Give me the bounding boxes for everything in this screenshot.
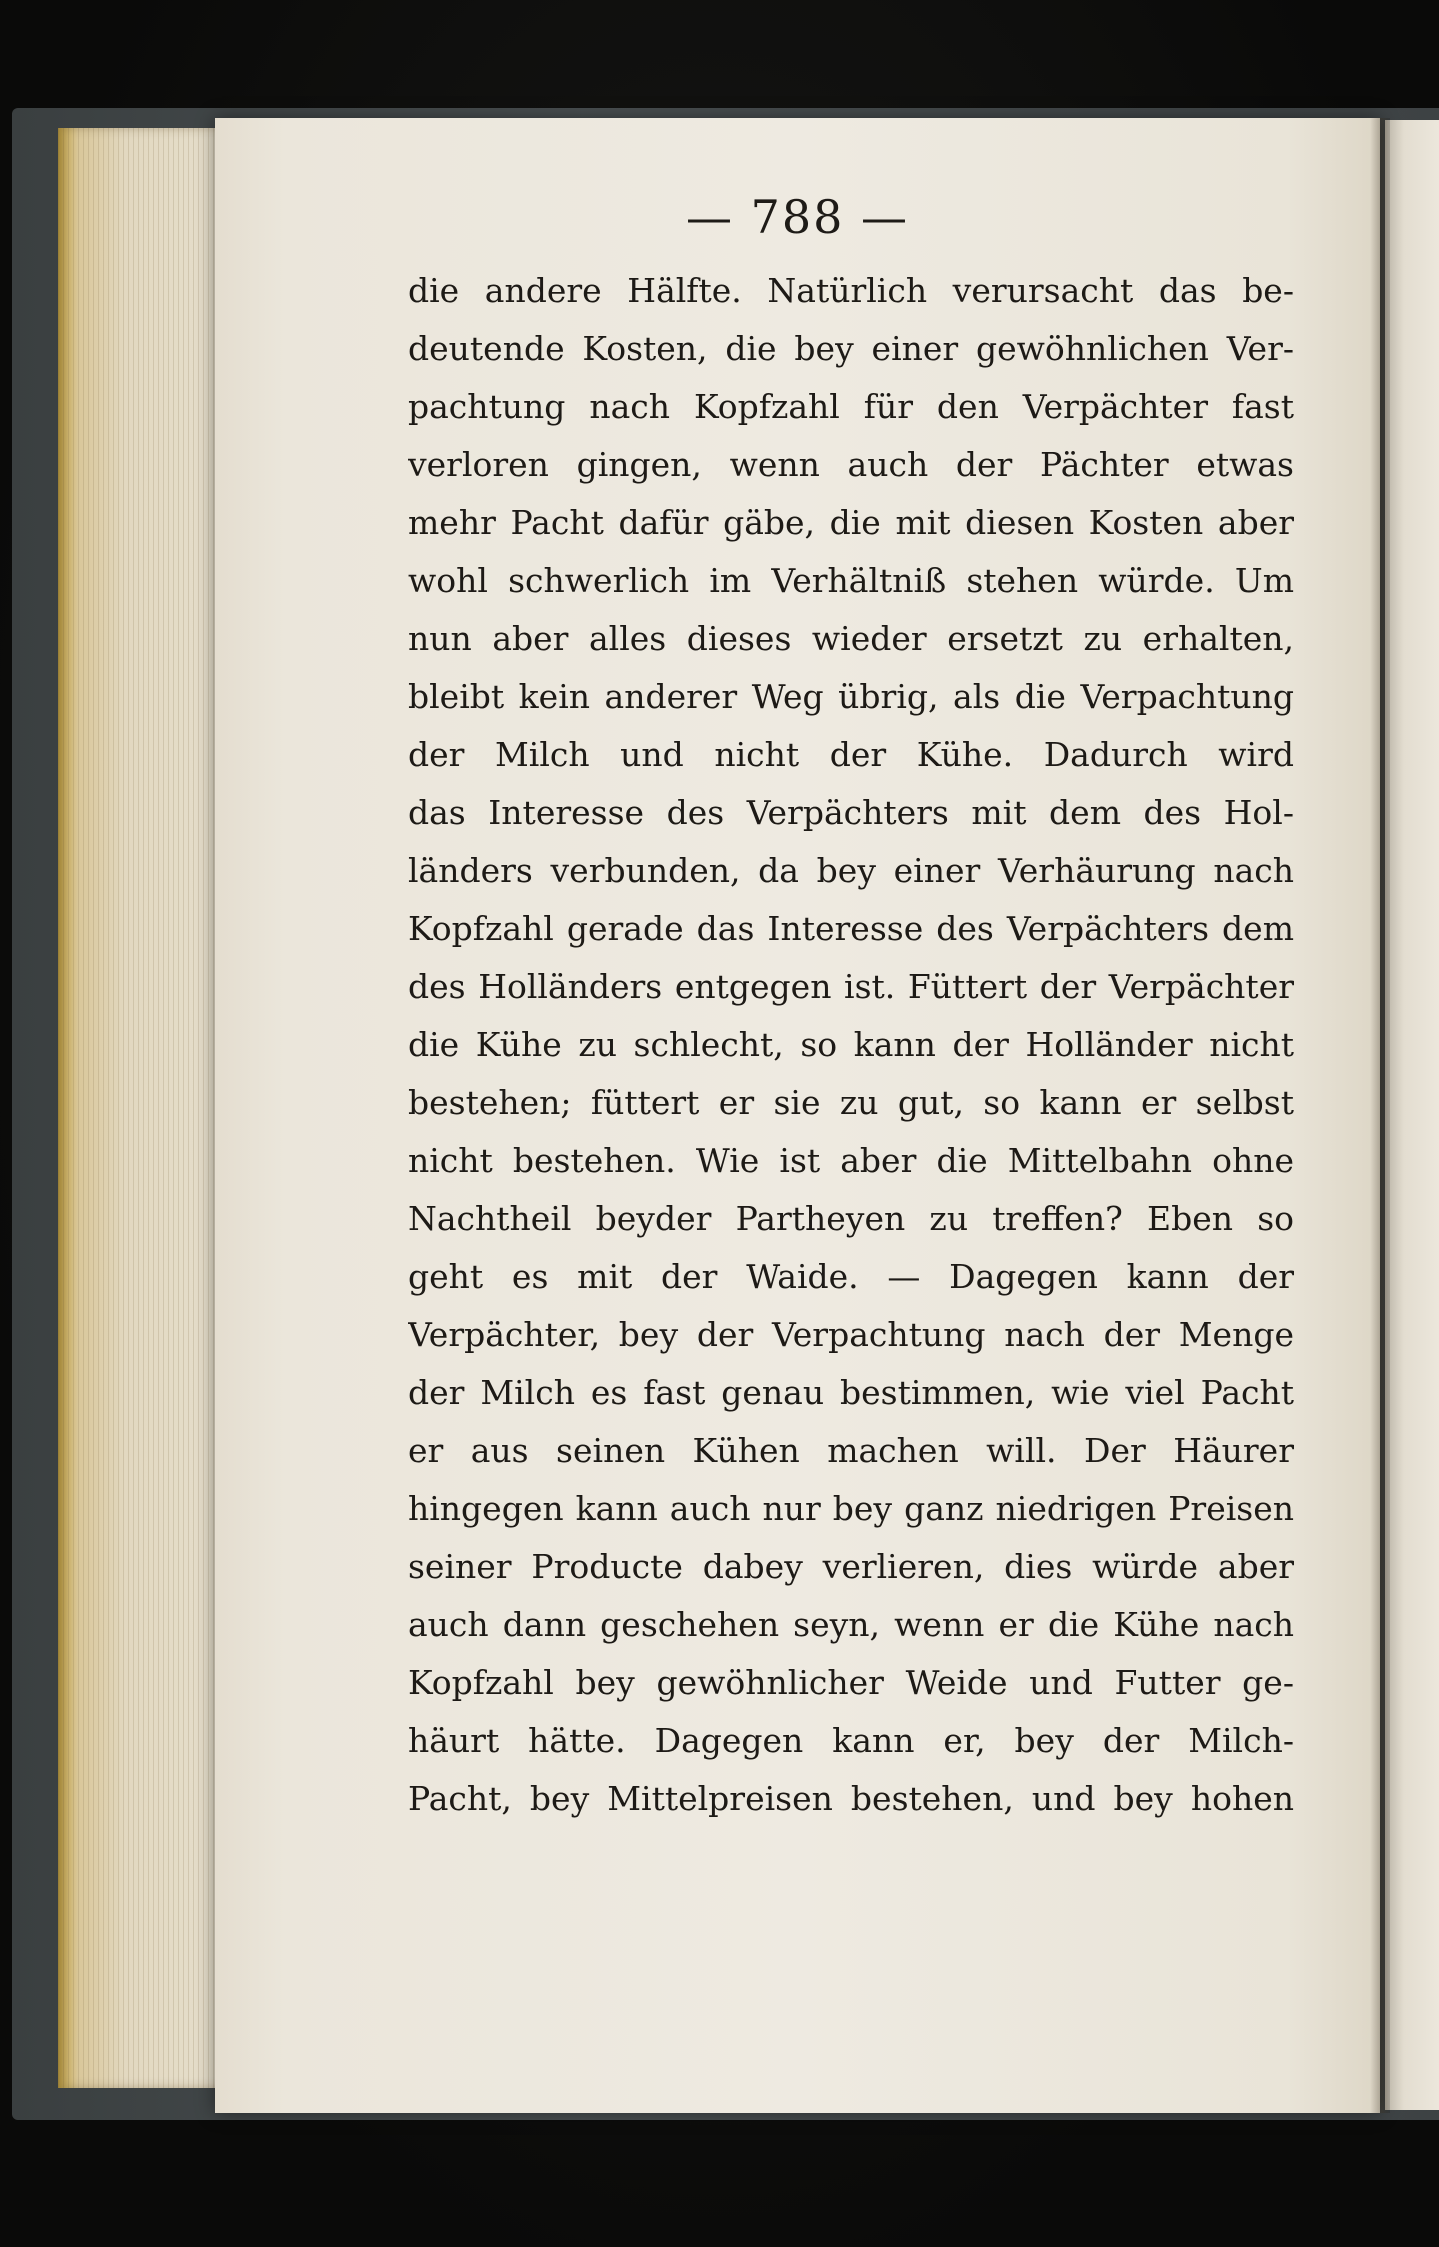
text-line: nun aber alles dieses wieder ersetzt zu erhalten,	[408, 619, 1294, 658]
facing-page-edge	[1385, 120, 1439, 2110]
page-block-edge	[58, 128, 228, 2088]
text-line: er aus seinen Kühen machen will. Der Häurer	[408, 1431, 1294, 1470]
page-number: — 788 —	[685, 190, 910, 244]
text-line: der Milch und nicht der Kühe. Dadurch wird	[408, 735, 1294, 774]
text-line: das Interesse des Verpächters mit dem des Hol-	[408, 793, 1294, 832]
text-line: nicht bestehen. Wie ist aber die Mittelbahn ohne	[408, 1141, 1294, 1180]
text-line: bleibt kein anderer Weg übrig, als die Verpachtung	[408, 677, 1294, 716]
body-text	[408, 262, 1294, 1828]
text-line: pachtung nach Kopfzahl für den Verpächter fast	[408, 387, 1294, 426]
text-line: die andere Hälfte. Natürlich verursacht das be-	[408, 271, 1294, 310]
text-line: häurt hätte. Dagegen kann er, bey der Milch-	[408, 1721, 1294, 1760]
text-line: Verpächter, bey der Verpachtung nach der Menge	[408, 1315, 1294, 1354]
text-line: der Milch es fast genau bestimmen, wie viel Pacht	[408, 1373, 1294, 1412]
text-line: Nachtheil beyder Partheyen zu treffen? Eben so	[408, 1199, 1294, 1238]
text-line: deutende Kosten, die bey einer gewöhnlichen Ver-	[408, 329, 1294, 368]
text-line: wohl schwerlich im Verhältniß stehen würde. Um	[408, 561, 1294, 600]
text-line: hingegen kann auch nur bey ganz niedrigen Preisen	[408, 1489, 1294, 1528]
text-line: geht es mit der Waide. — Dagegen kann der	[408, 1257, 1294, 1296]
text-line: bestehen; füttert er sie zu gut, so kann er selbst	[408, 1083, 1294, 1122]
text-line: mehr Pacht dafür gäbe, die mit diesen Kosten aber	[408, 503, 1294, 542]
text-line: seiner Producte dabey verlieren, dies würde aber	[408, 1547, 1294, 1586]
text-line: auch dann geschehen seyn, wenn er die Kühe nach	[408, 1605, 1294, 1644]
text-line: verloren gingen, wenn auch der Pächter etwas	[408, 445, 1294, 484]
page-gutter	[1370, 118, 1390, 2113]
text-line: länders verbunden, da bey einer Verhäurung nach	[408, 851, 1294, 890]
text-line: des Holländers entgegen ist. Füttert der Verpächter	[408, 967, 1294, 1006]
text-line: Kopfzahl gerade das Interesse des Verpächters dem	[408, 909, 1294, 948]
text-line: Kopfzahl bey gewöhnlicher Weide und Futter ge-	[408, 1663, 1294, 1702]
text-line: die Kühe zu schlecht, so kann der Holländer nicht	[408, 1025, 1294, 1064]
text-line: Pacht, bey Mittelpreisen bestehen, und bey hohen	[408, 1779, 1294, 1818]
